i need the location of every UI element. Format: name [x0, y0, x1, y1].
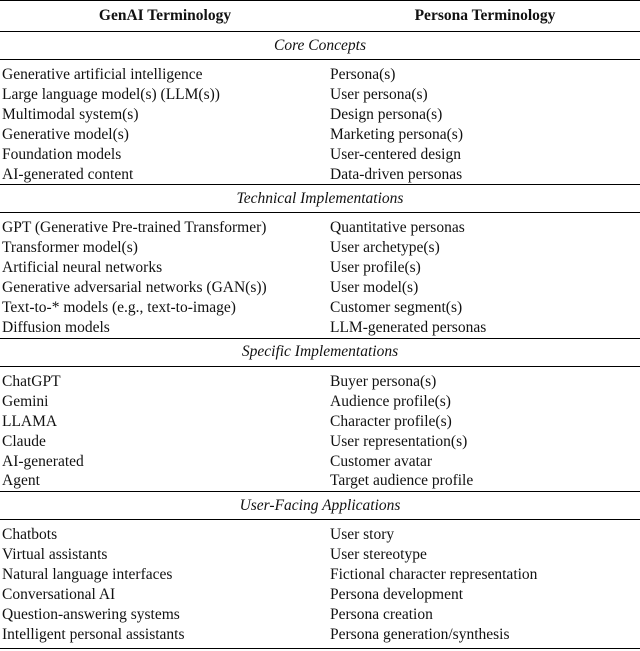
genai-term-cell: Multimodal system(s)	[2, 105, 139, 123]
genai-term-cell: Transformer model(s)	[2, 239, 138, 257]
table-row	[0, 605, 640, 625]
genai-term-cell: Artificial neural networks	[2, 259, 163, 277]
table-row	[0, 392, 640, 412]
table-row	[0, 85, 640, 105]
section-title: Technical Implementations	[0, 185, 640, 213]
section-title: Specific Implementations	[0, 338, 640, 366]
header-persona: Persona Terminology	[330, 1, 640, 32]
table-row	[0, 60, 640, 85]
persona-term-cell: User persona(s)	[330, 85, 428, 103]
table-row	[0, 545, 640, 565]
persona-term-cell: Data-driven personas	[330, 165, 463, 183]
table-row	[0, 318, 640, 338]
genai-term-cell: Claude	[2, 432, 46, 450]
persona-term-cell: User story	[330, 526, 395, 544]
section-header-row	[0, 338, 640, 366]
genai-term-cell: Question-answering systems	[2, 605, 180, 623]
table-row	[0, 520, 640, 545]
persona-term-cell: Persona creation	[330, 605, 433, 623]
genai-term-cell: GPT (Generative Pre-trained Transformer)	[2, 219, 267, 237]
persona-term-cell: Fictional character representation	[330, 566, 538, 584]
genai-term-cell: Virtual assistants	[2, 546, 108, 564]
persona-term-cell: Audience profile(s)	[330, 392, 451, 410]
table-row	[0, 298, 640, 318]
header-row	[0, 1, 640, 32]
persona-term-cell: User stereotype	[330, 546, 427, 564]
section-header-row	[0, 492, 640, 520]
persona-term-cell: User representation(s)	[330, 432, 468, 450]
table-row	[0, 278, 640, 298]
section-header-row	[0, 185, 640, 213]
genai-term-cell: Generative adversarial networks (GAN(s))	[2, 279, 267, 297]
table-row	[0, 238, 640, 258]
genai-term-cell: ChatGPT	[2, 372, 61, 390]
table-row	[0, 105, 640, 125]
genai-term-cell: Gemini	[2, 392, 49, 410]
genai-term-cell: Natural language interfaces	[2, 566, 173, 584]
genai-term-cell: Large language model(s) (LLM(s))	[2, 85, 220, 103]
persona-term-cell: Character profile(s)	[330, 412, 452, 430]
persona-term-cell: Customer segment(s)	[330, 299, 463, 317]
genai-term-cell: LLAMA	[2, 412, 58, 430]
persona-term-cell: Marketing persona(s)	[330, 125, 463, 143]
persona-term-cell: Design persona(s)	[330, 105, 443, 123]
table-row	[0, 125, 640, 145]
genai-term-cell: Generative model(s)	[2, 125, 129, 143]
genai-term-cell: AI-generated	[2, 452, 84, 470]
table-row	[0, 471, 640, 491]
genai-term-cell: Chatbots	[2, 526, 58, 544]
table-row	[0, 432, 640, 452]
persona-term-cell: LLM-generated personas	[330, 318, 487, 336]
persona-term-cell: Persona development	[330, 586, 464, 604]
table-body	[0, 32, 640, 649]
persona-term-cell: User archetype(s)	[330, 239, 440, 257]
section-header-row	[0, 32, 640, 60]
section-title: User-Facing Applications	[0, 492, 640, 520]
persona-term-cell: Persona(s)	[330, 66, 396, 83]
persona-term-cell: User profile(s)	[330, 259, 421, 277]
genai-term-cell: Text-to-* models (e.g., text-to-image)	[2, 299, 236, 317]
persona-term-cell: Buyer persona(s)	[330, 372, 437, 390]
genai-term-cell: Agent	[2, 472, 40, 490]
table-row	[0, 625, 640, 648]
header-genai: GenAI Terminology	[0, 1, 330, 32]
table-row	[0, 145, 640, 165]
table-row	[0, 565, 640, 585]
persona-term-cell: Customer avatar	[330, 452, 433, 470]
persona-term-cell: Persona generation/synthesis	[330, 625, 640, 648]
table-row	[0, 366, 640, 391]
table-row	[0, 585, 640, 605]
table-row	[0, 165, 640, 185]
table-row	[0, 452, 640, 472]
table-row	[0, 412, 640, 432]
genai-term-cell: Intelligent personal assistants	[0, 625, 330, 648]
persona-term-cell: Target audience profile	[330, 472, 474, 490]
persona-term-cell: User model(s)	[330, 279, 419, 297]
table-row	[0, 258, 640, 278]
persona-term-cell: User-centered design	[330, 145, 461, 163]
genai-term-cell: AI-generated content	[2, 165, 134, 183]
genai-term-cell: Generative artificial intelligence	[2, 66, 203, 83]
genai-term-cell: Conversational AI	[2, 586, 116, 604]
section-title: Core Concepts	[0, 32, 640, 60]
persona-term-cell: Quantitative personas	[330, 219, 465, 237]
table-row	[0, 213, 640, 238]
genai-term-cell: Diffusion models	[2, 318, 110, 336]
genai-term-cell: Foundation models	[2, 145, 122, 163]
